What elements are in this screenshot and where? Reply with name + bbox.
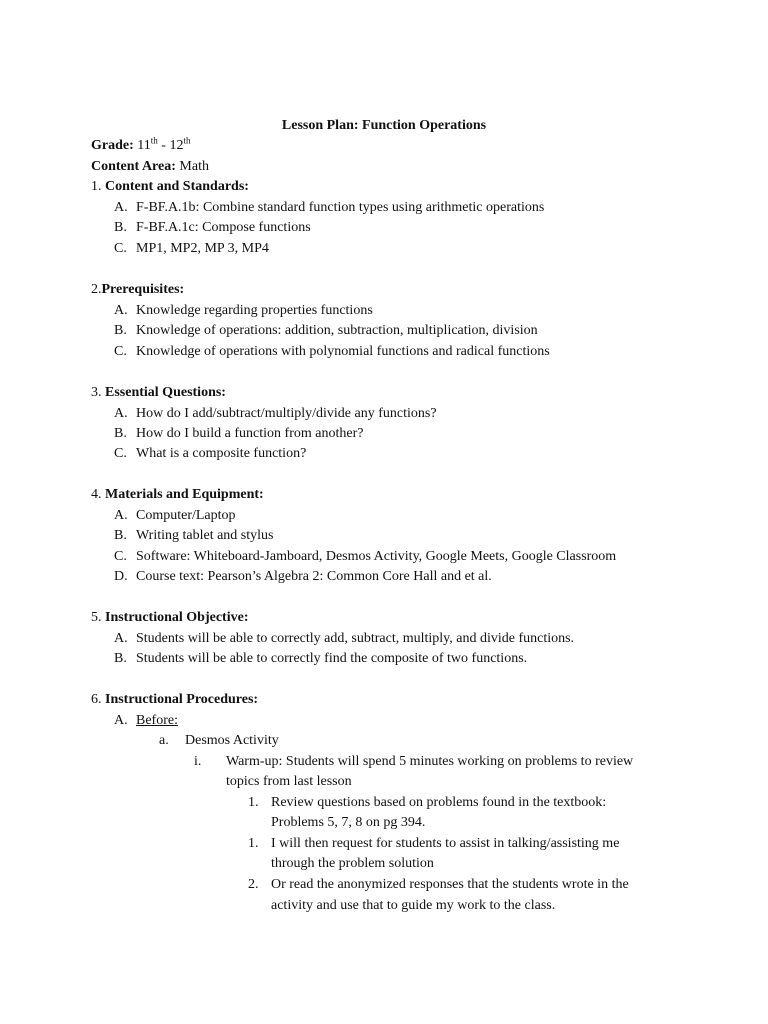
- section-heading: [91, 485, 264, 505]
- list-item: Computer/Laptop: [136, 508, 236, 523]
- grade-from: 11: [137, 138, 151, 153]
- section-title: Essential Questions:: [105, 385, 226, 400]
- list-item-continuation: activity and use that to guide my work to the class.: [271, 898, 556, 913]
- section-number: 1.: [91, 179, 102, 194]
- list-item-marker: C.: [114, 549, 127, 564]
- section-title: Instructional Objective:: [105, 610, 249, 625]
- content-area-line: [91, 157, 209, 177]
- list-item: Knowledge regarding properties functions: [136, 303, 373, 318]
- page-title: Lesson Plan: Function Operations: [281, 118, 487, 133]
- list-item-marker: i.: [194, 754, 202, 769]
- list-item-marker: 1.: [248, 836, 259, 851]
- list-item: Desmos Activity: [185, 733, 279, 748]
- list-item: F-BF.A.1b: Combine standard function types using arithmetic operations: [136, 200, 545, 215]
- list-item-marker: 1.: [248, 795, 259, 810]
- list-item-marker: D.: [114, 569, 128, 584]
- list-item: I will then request for students to assist in talking/assisting me: [271, 836, 620, 851]
- list-item-marker: B.: [114, 651, 127, 666]
- list-item: Students will be able to correctly add, subtract, multiply, and divide functions.: [136, 631, 575, 646]
- grade-to: 12: [169, 138, 184, 153]
- list-item-marker: B.: [114, 426, 127, 441]
- list-item-marker: a.: [159, 733, 169, 748]
- section-number: 6.: [91, 692, 102, 707]
- list-item-continuation: through the problem solution: [271, 856, 434, 871]
- content-area-label: Content Area:: [91, 159, 176, 174]
- before-subheading: Before:: [136, 713, 178, 728]
- list-item-marker: C.: [114, 344, 127, 359]
- section-title: Instructional Procedures:: [105, 692, 259, 707]
- section-title: Content and Standards:: [105, 179, 249, 194]
- list-item-marker: A.: [114, 508, 128, 523]
- section-heading: [91, 690, 258, 710]
- list-item-continuation: topics from last lesson: [226, 774, 352, 789]
- list-item: MP1, MP2, MP 3, MP4: [136, 241, 269, 256]
- grade-line: [91, 136, 190, 156]
- section-number: 3.: [91, 385, 102, 400]
- list-item-marker: B.: [114, 323, 127, 338]
- list-item: Knowledge of operations with polynomial functions and radical functions: [136, 344, 550, 359]
- list-item-continuation: Problems 5, 7, 8 on pg 394.: [271, 815, 426, 830]
- list-item-marker: A.: [114, 406, 128, 421]
- list-item-marker: C.: [114, 241, 127, 256]
- grade-label: Grade:: [91, 138, 134, 153]
- list-item: Students will be able to correctly find the composite of two functions.: [136, 651, 528, 666]
- list-item: Review questions based on problems found in the textbook:: [271, 795, 607, 810]
- section-heading: [91, 608, 248, 628]
- list-item-marker: A.: [114, 713, 128, 728]
- list-item-marker: A.: [114, 631, 128, 646]
- list-item-marker: C.: [114, 446, 127, 461]
- list-item-marker: B.: [114, 220, 127, 235]
- list-item: Course text: Pearson’s Algebra 2: Common Core Hall and et al.: [136, 569, 492, 584]
- list-item-marker: A.: [114, 303, 128, 318]
- section-number: 5.: [91, 610, 102, 625]
- list-item-marker: A.: [114, 200, 128, 215]
- content-area-value: Math: [179, 159, 209, 174]
- list-item: Writing tablet and stylus: [136, 528, 274, 543]
- list-item: How do I add/subtract/multiply/divide any functions?: [136, 406, 437, 421]
- list-item: How do I build a function from another?: [136, 426, 364, 441]
- section-heading: [91, 383, 226, 403]
- list-item: Warm-up: Students will spend 5 minutes working on problems to review: [226, 754, 634, 769]
- section-heading: [91, 177, 249, 197]
- section-number: 4.: [91, 487, 102, 502]
- section-number: 2.: [91, 282, 102, 297]
- section-heading: [91, 280, 184, 300]
- list-item-marker: B.: [114, 528, 127, 543]
- list-item-marker: 2.: [248, 877, 259, 892]
- grade-from-sup: th: [150, 135, 158, 146]
- section-title: Prerequisites:: [101, 282, 185, 297]
- list-item: What is a composite function?: [136, 446, 307, 461]
- list-item: Software: Whiteboard-Jamboard, Desmos Activity, Google Meets, Google Classroom: [136, 549, 617, 564]
- grade-sep: -: [157, 138, 170, 153]
- list-item: F-BF.A.1c: Compose functions: [136, 220, 311, 235]
- list-item: Or read the anonymized responses that the students wrote in the: [271, 877, 629, 892]
- list-item: Knowledge of operations: addition, subtraction, multiplication, division: [136, 323, 538, 338]
- section-title: Materials and Equipment:: [105, 487, 264, 502]
- grade-to-sup: th: [183, 135, 191, 146]
